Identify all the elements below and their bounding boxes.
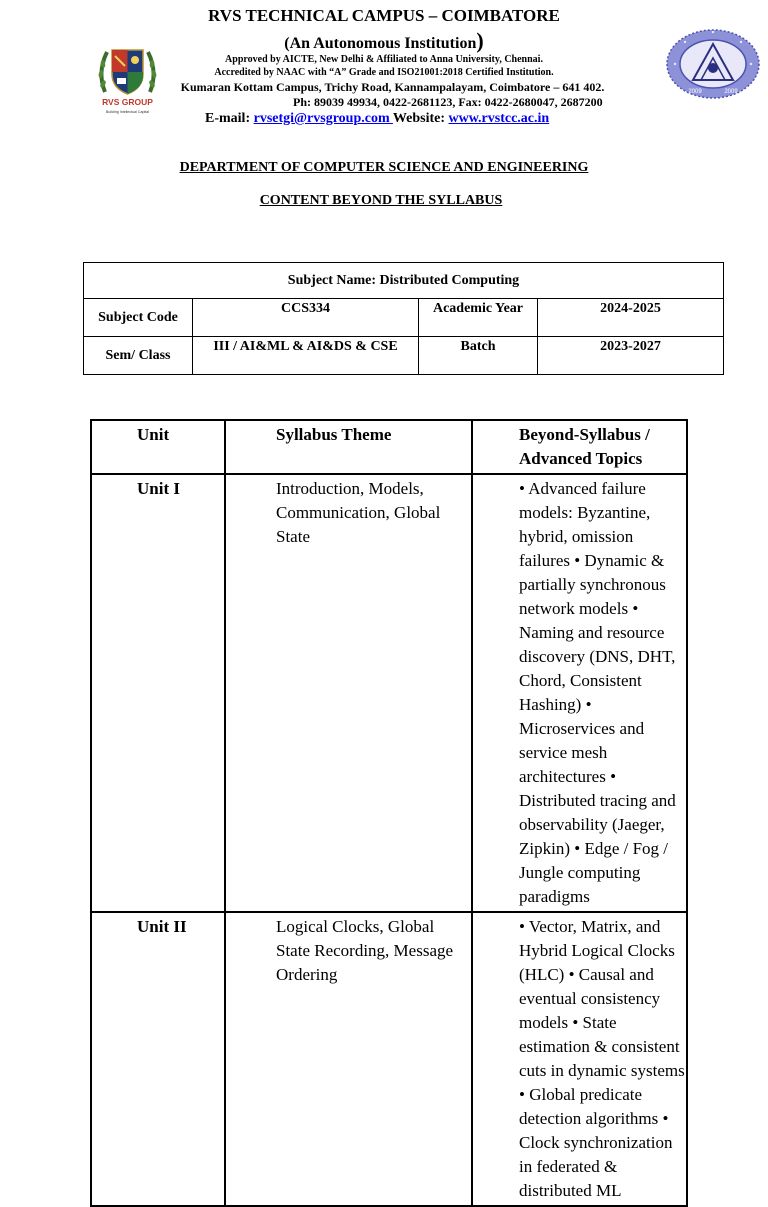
units-header-row [91, 420, 687, 474]
header-unit: Unit [91, 420, 225, 474]
table-row [91, 474, 687, 912]
unit-name: Unit I [91, 474, 225, 912]
accreditation-line: Accredited by NAAC with “A” Grade and ISO21001:2018 Certified Institution. [214, 67, 554, 78]
syllabus-theme: Logical Clocks, Global State Recording, Message Ordering [225, 912, 472, 1206]
batch-value: 2023-2027 [538, 337, 724, 375]
batch-label: Batch [419, 337, 538, 375]
email-label: E-mail: [205, 111, 254, 126]
header-syllabus-theme: Syllabus Theme [225, 420, 472, 474]
approval-line: Approved by AICTE, New Delhi & Affiliated to Anna University, Chennai. [225, 54, 543, 65]
contact-line [205, 111, 549, 127]
advanced-topics: • Vector, Matrix, and Hybrid Logical Clocks (HLC) • Causal and eventual consistency models • State estimation & consistent cuts in dynamic systems • Global predicate detection algorithms • Clock synchronization in federated & distributed ML [472, 912, 687, 1206]
subject-info-table [83, 262, 724, 375]
header-advanced-topics: Beyond-Syllabus / Advanced Topics [472, 420, 687, 474]
rvs-group-logo [95, 42, 160, 117]
table-row [91, 912, 687, 1206]
academic-year-label: Academic Year [419, 299, 538, 337]
website-link[interactable]: www.rvstcc.ac.in [448, 111, 550, 126]
unit-name: Unit II [91, 912, 225, 1206]
logo-left-text: RVS GROUP [102, 97, 153, 107]
subject-name-cell: Subject Name: Distributed Computing [84, 263, 724, 299]
units-table [90, 419, 688, 1207]
seal-year-right: 2009 [724, 89, 738, 95]
institution-title: RVS TECHNICAL CAMPUS – COIMBATORE [208, 6, 560, 25]
phone-line: Ph: 89039 49934, 0422-2681123, Fax: 0422-2680047, 2687200 [293, 95, 603, 109]
sem-class-value: III / AI&ML & AI&DS & CSE [193, 337, 419, 375]
sem-class-label: Sem/ Class [84, 337, 193, 375]
website-label: Website: [392, 111, 449, 126]
logo-left-tagline: Building Intellectual Capital [105, 110, 150, 114]
rvs-technical-campus-seal [665, 28, 761, 100]
department-heading: DEPARTMENT OF COMPUTER SCIENCE AND ENGINEERING [179, 160, 589, 175]
academic-year-value: 2024-2025 [538, 299, 724, 337]
subject-code-label: Subject Code [84, 299, 193, 337]
subtitle-close: ) [476, 28, 484, 53]
syllabus-theme: Introduction, Models, Communication, Global State [225, 474, 472, 912]
address-line: Kumaran Kottam Campus, Trichy Road, Kannampalayam, Coimbatore – 641 402. [180, 80, 605, 94]
seal-year-left: 2009 [688, 89, 702, 95]
advanced-topics: • Advanced failure models: Byzantine, hybrid, omission failures • Dynamic & partially synchronous network models • Naming and resource discovery (DNS, DHT, Chord, Consistent Hashing) • Microservices and service mesh architectures • Distributed tracing and observability (Jaeger, Zipkin) • Edge / Fog / Jungle computing paradigms [472, 474, 687, 912]
email-link[interactable]: rvsetgi@rvsgroup.com [253, 111, 393, 126]
section-heading: CONTENT BEYOND THE SYLLABUS [259, 193, 503, 208]
subject-code-value: CCS334 [193, 299, 419, 337]
subtitle-text: (An Autonomous Institution [284, 35, 477, 52]
